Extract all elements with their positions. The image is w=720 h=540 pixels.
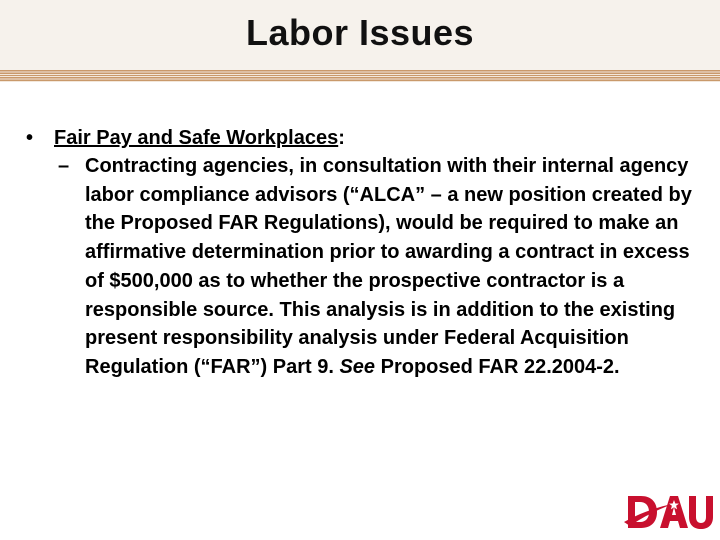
sub-bullet-text — [85, 152, 698, 382]
bullet-suffix: : — [338, 127, 345, 149]
title-divider — [0, 70, 720, 82]
bullet-symbol: • — [26, 127, 34, 149]
dau-logo — [624, 492, 714, 532]
sub-bullet-text-part1: Contracting agencies, in consultation with their internal agency labor compliance advisors (“ALCA” – a new position created by the Proposed FAR Regulations), would be required to make an affirmative determination prior to awarding a contract in excess of $500,000 as to whether the prospective contractor is a responsible source. This analysis is in addition to the existing present responsibility analysis under Federal Acquisition Regulation (“FAR”) Part 9. — [85, 155, 692, 378]
slide-title: Labor Issues — [245, 12, 475, 53]
dau-logo-u — [689, 496, 713, 529]
sub-bullet-text-part2: Proposed FAR 22.2004-2. — [375, 355, 620, 378]
bullet-text: Fair Pay and Safe Workplaces — [54, 127, 339, 149]
bullet-item — [26, 124, 345, 152]
sub-bullet-item — [58, 152, 698, 382]
sub-bullet-symbol: – — [58, 155, 70, 177]
sub-bullet-italic: See — [339, 355, 376, 378]
